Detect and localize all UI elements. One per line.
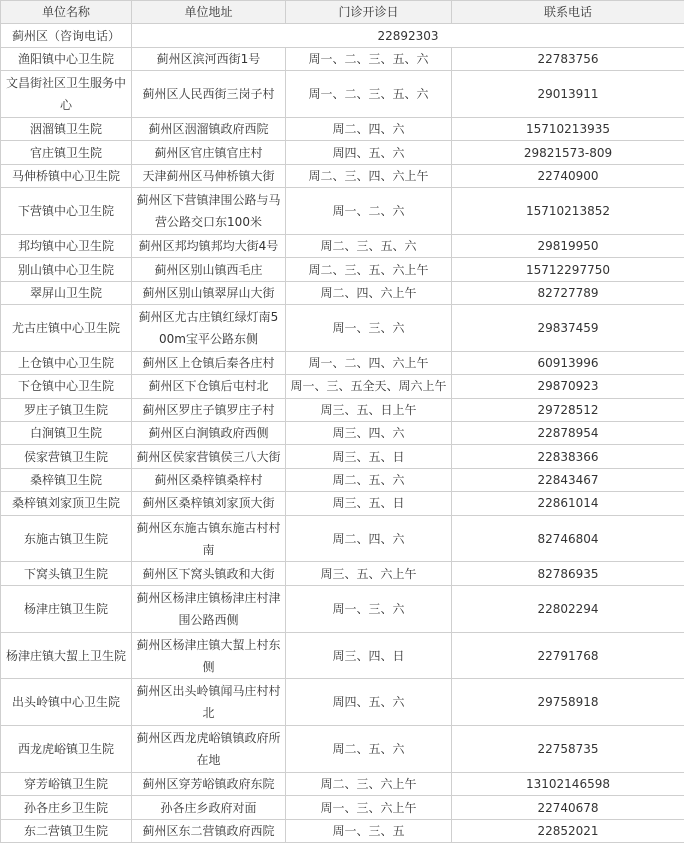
table-body	[1, 24, 684, 843]
cell-clinic-days: 周一、三、五	[286, 819, 452, 842]
cell-unit-name: 马伸桥镇中心卫生院	[1, 164, 132, 187]
cell-unit-address: 蓟州区桑梓镇桑梓村	[132, 468, 286, 491]
cell-clinic-days: 周一、二、四、六上午	[286, 351, 452, 374]
cell-contact-phone: 15712297750	[452, 258, 684, 281]
cell-unit-address: 蓟州区官庄镇官庄村	[132, 141, 286, 164]
cell-clinic-days: 周二、五、六	[286, 468, 452, 491]
cell-unit-name: 侯家营镇卫生院	[1, 445, 132, 468]
cell-unit-address: 蓟州区尤古庄镇红绿灯南500m宝平公路东侧	[132, 305, 286, 352]
cell-unit-name: 西龙虎峪镇卫生院	[1, 726, 132, 773]
header-unit-address: 单位地址	[132, 1, 286, 24]
cell-unit-name: 下营镇中心卫生院	[1, 188, 132, 235]
cell-clinic-days: 周三、五、日	[286, 445, 452, 468]
cell-unit-name: 桑梓镇卫生院	[1, 468, 132, 491]
table-row	[1, 258, 684, 281]
cell-clinic-days: 周一、二、三、五、六	[286, 71, 452, 118]
cell-contact-phone: 29870923	[452, 375, 684, 398]
table-row	[1, 164, 684, 187]
cell-unit-address: 蓟州区西龙虎峪镇镇政府所在地	[132, 726, 286, 773]
cell-clinic-days: 周一、三、六上午	[286, 796, 452, 819]
table-row	[1, 351, 684, 374]
cell-unit-address: 蓟州区东二营镇政府西院	[132, 819, 286, 842]
table-row	[1, 117, 684, 140]
table-row	[1, 305, 684, 352]
table-row	[1, 585, 684, 632]
table-row	[1, 562, 684, 585]
cell-contact-phone: 22861014	[452, 492, 684, 515]
cell-unit-address: 孙各庄乡政府对面	[132, 796, 286, 819]
cell-unit-address: 蓟州区别山镇翠屏山大街	[132, 281, 286, 304]
cell-unit-address: 蓟州区邦均镇邦均大街4号	[132, 234, 286, 257]
cell-contact-phone: 22838366	[452, 445, 684, 468]
cell-contact-phone: 15710213935	[452, 117, 684, 140]
cell-unit-address: 蓟州区穿芳峪镇政府东院	[132, 773, 286, 796]
cell-unit-address: 蓟州区杨津庄镇杨津庄村津围公路西侧	[132, 585, 286, 632]
cell-contact-phone: 13102146598	[452, 773, 684, 796]
cell-clinic-days: 周一、三、六	[286, 585, 452, 632]
consult-phone: 22892303	[132, 24, 684, 47]
cell-clinic-days: 周二、三、五、六上午	[286, 258, 452, 281]
cell-unit-address: 蓟州区罗庄子镇罗庄子村	[132, 398, 286, 421]
cell-unit-address: 蓟州区出头岭镇闻马庄村村北	[132, 679, 286, 726]
cell-contact-phone: 29819950	[452, 234, 684, 257]
cell-clinic-days: 周一、三、六	[286, 305, 452, 352]
cell-contact-phone: 22802294	[452, 585, 684, 632]
table-row	[1, 47, 684, 70]
table-row	[1, 188, 684, 235]
header-contact-phone: 联系电话	[452, 1, 684, 24]
cell-unit-name: 穿芳峪镇卫生院	[1, 773, 132, 796]
cell-clinic-days: 周二、三、五、六	[286, 234, 452, 257]
cell-clinic-days: 周一、二、三、五、六	[286, 47, 452, 70]
cell-unit-name: 东二营镇卫生院	[1, 819, 132, 842]
table-row	[1, 632, 684, 679]
cell-unit-address: 天津蓟州区马伸桥镇大街	[132, 164, 286, 187]
table-row	[1, 468, 684, 491]
cell-unit-name: 洇溜镇卫生院	[1, 117, 132, 140]
table-row	[1, 773, 684, 796]
table-header-row	[1, 1, 684, 24]
cell-unit-name: 孙各庄乡卫生院	[1, 796, 132, 819]
cell-unit-name: 白涧镇卫生院	[1, 422, 132, 445]
cell-unit-address: 蓟州区杨津庄镇大蛪上村东侧	[132, 632, 286, 679]
cell-contact-phone: 22740678	[452, 796, 684, 819]
header-unit-name: 单位名称	[1, 1, 132, 24]
cell-unit-name: 官庄镇卫生院	[1, 141, 132, 164]
cell-contact-phone: 29013911	[452, 71, 684, 118]
cell-unit-address: 蓟州区下营镇津围公路与马营公路交口东100米	[132, 188, 286, 235]
cell-contact-phone: 29837459	[452, 305, 684, 352]
cell-unit-name: 杨津庄镇大蛪上卫生院	[1, 632, 132, 679]
cell-unit-name: 邦均镇中心卫生院	[1, 234, 132, 257]
table-row	[1, 726, 684, 773]
table-row	[1, 796, 684, 819]
cell-clinic-days: 周二、四、六上午	[286, 281, 452, 304]
table-row	[1, 819, 684, 842]
cell-unit-address: 蓟州区东施古镇东施古村村南	[132, 515, 286, 562]
header-clinic-days: 门诊开诊日	[286, 1, 452, 24]
cell-contact-phone: 60913996	[452, 351, 684, 374]
cell-contact-phone: 82727789	[452, 281, 684, 304]
cell-contact-phone: 22740900	[452, 164, 684, 187]
consult-row	[1, 24, 684, 47]
cell-contact-phone: 22843467	[452, 468, 684, 491]
table-row	[1, 141, 684, 164]
cell-contact-phone: 22758735	[452, 726, 684, 773]
cell-unit-address: 蓟州区下窝头镇政和大街	[132, 562, 286, 585]
cell-clinic-days: 周四、五、六	[286, 679, 452, 726]
cell-unit-address: 蓟州区洇溜镇政府西院	[132, 117, 286, 140]
cell-clinic-days: 周二、五、六	[286, 726, 452, 773]
cell-clinic-days: 周二、三、六上午	[286, 773, 452, 796]
table-row	[1, 679, 684, 726]
table-row	[1, 398, 684, 421]
cell-contact-phone: 22878954	[452, 422, 684, 445]
cell-clinic-days: 周三、五、六上午	[286, 562, 452, 585]
cell-unit-address: 蓟州区桑梓镇刘家顶大街	[132, 492, 286, 515]
cell-unit-address: 蓟州区滨河西街1号	[132, 47, 286, 70]
cell-clinic-days: 周二、四、六	[286, 117, 452, 140]
cell-unit-address: 蓟州区人民西街三岗子村	[132, 71, 286, 118]
cell-contact-phone: 29758918	[452, 679, 684, 726]
table-row	[1, 71, 684, 118]
cell-unit-name: 下窝头镇卫生院	[1, 562, 132, 585]
cell-unit-name: 尤古庄镇中心卫生院	[1, 305, 132, 352]
cell-contact-phone: 15710213852	[452, 188, 684, 235]
cell-clinic-days: 周三、五、日	[286, 492, 452, 515]
cell-contact-phone: 22852021	[452, 819, 684, 842]
cell-clinic-days: 周一、二、六	[286, 188, 452, 235]
cell-unit-name: 渔阳镇中心卫生院	[1, 47, 132, 70]
cell-clinic-days: 周三、四、日	[286, 632, 452, 679]
cell-unit-address: 蓟州区上仓镇后秦各庄村	[132, 351, 286, 374]
cell-unit-name: 文昌街社区卫生服务中心	[1, 71, 132, 118]
table-row	[1, 515, 684, 562]
cell-unit-address: 蓟州区侯家营镇侯三八大街	[132, 445, 286, 468]
cell-clinic-days: 周三、五、日上午	[286, 398, 452, 421]
table-row	[1, 375, 684, 398]
cell-contact-phone: 29728512	[452, 398, 684, 421]
cell-clinic-days: 周一、三、五全天、周六上午	[286, 375, 452, 398]
cell-unit-name: 东施古镇卫生院	[1, 515, 132, 562]
cell-unit-name: 上仓镇中心卫生院	[1, 351, 132, 374]
cell-clinic-days: 周三、四、六	[286, 422, 452, 445]
table-row	[1, 422, 684, 445]
cell-unit-name: 杨津庄镇卫生院	[1, 585, 132, 632]
table-row	[1, 234, 684, 257]
cell-unit-address: 蓟州区下仓镇后屯村北	[132, 375, 286, 398]
cell-contact-phone: 22783756	[452, 47, 684, 70]
table-row	[1, 281, 684, 304]
cell-clinic-days: 周四、五、六	[286, 141, 452, 164]
cell-contact-phone: 82746804	[452, 515, 684, 562]
table-row	[1, 492, 684, 515]
cell-unit-name: 下仓镇中心卫生院	[1, 375, 132, 398]
cell-unit-name: 翠屏山卫生院	[1, 281, 132, 304]
cell-unit-address: 蓟州区白涧镇政府西侧	[132, 422, 286, 445]
cell-unit-address: 蓟州区别山镇西毛庄	[132, 258, 286, 281]
consult-label: 蓟州区（咨询电话）	[1, 24, 132, 47]
cell-contact-phone: 82786935	[452, 562, 684, 585]
cell-clinic-days: 周二、三、四、六上午	[286, 164, 452, 187]
cell-contact-phone: 29821573-809	[452, 141, 684, 164]
cell-clinic-days: 周二、四、六	[286, 515, 452, 562]
cell-unit-name: 罗庄子镇卫生院	[1, 398, 132, 421]
cell-unit-name: 出头岭镇中心卫生院	[1, 679, 132, 726]
cell-contact-phone: 22791768	[452, 632, 684, 679]
cell-unit-name: 别山镇中心卫生院	[1, 258, 132, 281]
table-row	[1, 445, 684, 468]
cell-unit-name: 桑梓镇刘家顶卫生院	[1, 492, 132, 515]
